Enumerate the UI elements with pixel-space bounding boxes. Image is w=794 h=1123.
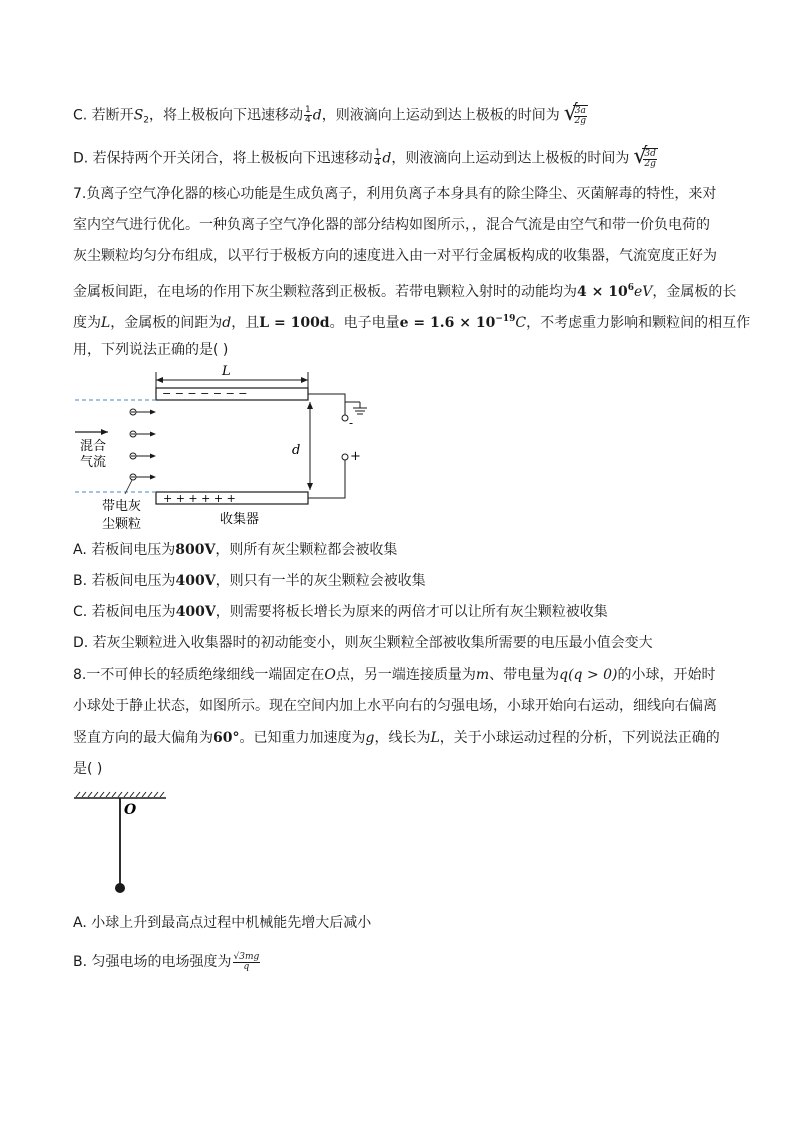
label-d: d (292, 443, 301, 458)
q7-stem-line-5: 度为L，金属板的间距为d，且L = 100d。电子电量$e = 1.6 \times 10^{-19}C$，不考虑重力影响和颗粒间的相互作 (73, 314, 751, 331)
svg-text:-: - (349, 416, 354, 430)
q7-stem-line-3: 灰尘颗粒均匀分布组成，以平行于极板方向的速度进入由一对平行金属板构成的收集器，气流宽度正好为 (73, 248, 717, 264)
label-mixed-flow-1: 混合 (80, 439, 107, 454)
q8-option-a: A. 小球上升到最高点过程中机械能先增大后减小 (73, 915, 372, 931)
q8-stem-line-1: 8.一不可伸长的轻质绝缘细线一端固定在O点，另一端连接质量为m、带电量为q(q > 0)的小球，开始时 (73, 667, 716, 683)
label-mixed-flow-2: 气流 (80, 455, 107, 470)
q7-collector-diagram (70, 362, 380, 534)
label-dust-2: 尘颗粒 (102, 517, 142, 532)
ceiling-hatch (76, 792, 164, 797)
q7-stem-line-2: 室内空气进行优化。一种负离子空气净化器的部分结构如图所示，，混合气流是由空气和带一价负电荷的 (73, 217, 710, 233)
q7-stem-line-1: 7.负离子空气净化器的核心功能是生成负离子，利用负离子本身具有的除尘降尘、灭菌解毒的特性，来对 (73, 186, 717, 202)
terminal-positive (342, 454, 348, 460)
q7-stem-line-4: 金属板间距，在电场的作用下灰尘颗粒落到正极板。若带电颗粒入射时的动能均为$4 \times 10^6eV$，金属板的长 (73, 283, 737, 300)
q7-option-a: A. 若板间电压为800V，则所有灰尘颗粒都会被收集 (73, 542, 398, 558)
ball (115, 883, 125, 893)
sqrt-expression: √ $\frac{3a}{2g}$ (563, 101, 587, 126)
q7-option-c: C. 若板间电压为400V，则需要将板长增长为原来的两倍才可以让所有灰尘颗粒被收集 (73, 604, 608, 620)
label-collector: 收集器 (220, 512, 260, 527)
plus-signs: + + + + + + (163, 492, 236, 505)
fraction: $\frac{1}{4}$ (374, 148, 381, 168)
svg-text:+: + (350, 449, 361, 464)
label-dust-1: 带电灰 (102, 499, 142, 514)
minus-signs: − − − − − − − (162, 387, 248, 400)
q8-option-b: B. 匀强电场的电场强度为 $\frac{√3mg}{q}$ (73, 951, 260, 972)
label-L: L (222, 364, 231, 379)
q8-stem-line-4: 是( ) (73, 761, 103, 777)
q8-stem-line-2: 小球处于静止状态，如图所示。现在空间内加上水平向右的匀强电场，小球开始向右运动，细线向右偏离 (73, 698, 717, 714)
sqrt-expression: √ $\frac{3d}{2g}$ (633, 144, 656, 169)
q6-option-c: C. 若断开$S_2$，将上极板向下迅速移动 $\frac{1}{4}$ d，则液滴向上运动到达上极板的时间为 √ $\frac{3a}{2g}$ (73, 101, 587, 126)
q8-pendulum-diagram (70, 790, 180, 900)
fraction: $\frac{√3mg}{q}$ (233, 951, 260, 972)
q6-option-d: D. 若保持两个开关闭合，将上极板向下迅速移动 $\frac{1}{4}$ d，则液滴向上运动到达上极板的时间为 √ $\frac{3d}{2g}$ (73, 144, 656, 169)
terminal-negative (342, 415, 348, 421)
q7-option-d: D. 若灰尘颗粒进入收集器时的初动能变小，则灰尘颗粒全部被收集所需要的电压最小值会变大 (73, 635, 653, 651)
label-O: O (124, 802, 137, 818)
q7-stem-line-6: 用，下列说法正确的是( ) (73, 342, 229, 358)
q7-option-b: B. 若板间电压为400V，则只有一半的灰尘颗粒会被收集 (73, 573, 426, 589)
dust-particles (130, 409, 156, 480)
fraction: $\frac{1}{4}$ (305, 105, 311, 125)
q8-stem-line-3: 竖直方向的最大偏角为60°。已知重力加速度为g，线长为L，关于小球运动过程的分析，下列说法正确的 (73, 730, 720, 746)
